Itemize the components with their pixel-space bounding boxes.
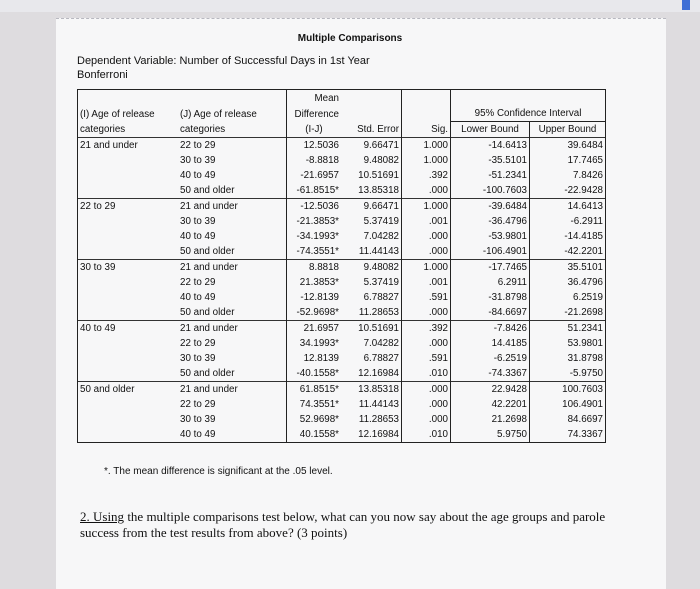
header-ci: 95% Confidence Interval [451,106,606,122]
j-age-group: 21 and under [178,321,287,337]
significance-footnote: *. The mean difference is significant at the .05 level. [104,466,333,477]
j-age-group: 40 to 49 [180,231,216,242]
j-age-group: 50 and older [180,368,235,379]
i-age-empty [78,168,179,183]
lower-bound: -51.2341 [451,168,530,183]
upper-bound: 14.6413 [530,199,606,215]
header-cell [178,90,287,107]
upper-bound: 100.7603 [530,382,606,398]
mean-difference: -21.6957 [287,168,342,183]
i-age-empty [78,336,179,351]
table-row [78,153,606,168]
upper-bound: 6.2519 [530,290,606,305]
table-row [78,366,606,382]
lower-bound: -36.4796 [451,214,530,229]
significance: .000 [402,336,451,351]
i-age-empty [78,153,179,168]
std-error: 6.78827 [363,292,399,303]
j-age-group: 22 to 29 [180,338,216,349]
std-error: 6.78827 [363,353,399,364]
header-std-error: Std. Error [357,124,399,135]
mean-difference: -21.3853* [287,214,342,229]
table-row [78,168,606,183]
j-age-group: 50 and older [180,307,235,318]
multiple-comparisons-table [77,89,606,443]
question-text [80,509,640,541]
header-cell [402,90,451,107]
i-age-empty [78,412,179,427]
significance: .591 [402,351,451,366]
std-error: 7.04282 [363,231,399,242]
std-error: 5.37419 [363,216,399,227]
table-row [78,382,606,398]
std-error: 12.16984 [358,368,399,379]
j-age-group: 30 to 39 [180,155,216,166]
table-row [78,412,606,427]
upper-bound: -22.9428 [530,183,606,199]
significance: .001 [402,214,451,229]
lower-bound: -7.8426 [451,321,530,337]
lower-bound: -84.6697 [451,305,530,321]
lower-bound: -14.6413 [451,138,530,154]
j-age-group: 22 to 29 [180,399,216,410]
table-row [78,305,606,321]
upper-bound: 106.4901 [530,397,606,412]
std-error: 5.37419 [363,277,399,288]
std-error: 9.66471 [341,138,402,154]
mean-difference: -61.8515* [287,183,342,199]
significance: .010 [402,366,451,382]
lower-bound: 21.2698 [451,412,530,427]
j-age-group: 21 and under [178,199,287,215]
top-strip [0,0,700,12]
mean-difference: 40.1558* [287,427,342,443]
upper-bound: -21.2698 [530,305,606,321]
i-age-group: 30 to 39 [78,260,179,276]
lower-bound: -35.5101 [451,153,530,168]
mean-difference: -12.8139 [287,290,342,305]
table-row [78,260,606,276]
header-cell [78,90,179,107]
significance: 1.000 [402,260,451,276]
lower-bound: -31.8798 [451,290,530,305]
mean-difference: -40.1558* [287,366,342,382]
upper-bound: 84.6697 [530,412,606,427]
i-age-empty [78,214,179,229]
mean-difference: -34.1993* [287,229,342,244]
mean-difference: -74.3551* [287,244,342,260]
mean-difference: 21.6957 [287,321,342,337]
upper-bound: 39.6484 [530,138,606,154]
lower-bound: 42.2201 [451,397,530,412]
std-error: 13.85318 [358,185,399,196]
upper-bound: 7.8426 [530,168,606,183]
upper-bound: 51.2341 [530,321,606,337]
lower-bound: 22.9428 [451,382,530,398]
lower-bound: -6.2519 [451,351,530,366]
mean-difference: 74.3551* [287,397,342,412]
mean-difference: -8.8818 [287,153,342,168]
mean-difference: -52.9698* [287,305,342,321]
upper-bound: -42.2201 [530,244,606,260]
upper-bound: -6.2911 [530,214,606,229]
std-error: 11.44143 [358,399,399,410]
significance: .000 [402,183,451,199]
table-title: Multiple Comparisons [297,33,403,44]
j-age-group: 30 to 39 [180,414,216,425]
header-j-categories: categories [180,124,226,135]
significance: 1.000 [402,138,451,154]
i-age-empty [78,183,179,199]
header-cell [402,106,451,122]
i-age-empty [78,366,179,382]
j-age-group: 30 to 39 [180,353,216,364]
j-age-group: 50 and older [180,246,235,257]
header-ci-spacer [451,90,606,107]
j-age-group: 30 to 39 [180,216,216,227]
mean-difference: 61.8515* [287,382,342,398]
mean-difference: 8.8818 [287,260,342,276]
lower-bound: -53.9801 [451,229,530,244]
header-sig: Sig. [402,122,451,138]
i-age-empty [78,427,179,443]
i-age-empty [78,229,179,244]
i-age-empty [78,305,179,321]
significance: 1.000 [402,199,451,215]
header-ij: (I-J) [287,122,342,138]
std-error: 9.66471 [341,199,402,215]
std-error: 9.48082 [363,155,399,166]
window-edge-marker [682,0,690,10]
std-error: 11.28653 [358,414,399,425]
upper-bound: 35.5101 [530,260,606,276]
upper-bound: 36.4796 [530,275,606,290]
header-row-3 [78,122,606,138]
header-j-age: (J) Age of release [180,108,257,120]
mean-difference: 34.1993* [287,336,342,351]
j-age-group: 50 and older [180,185,235,196]
i-age-empty [78,290,179,305]
std-error: 11.28653 [358,307,399,318]
table-row [78,183,606,199]
significance: .392 [402,321,451,337]
table-row [78,290,606,305]
lower-bound: 6.2911 [451,275,530,290]
question-body: the multiple comparisons test below, what can you now say about the age groups and parole success from the test results from above? (3 points) [80,509,606,540]
significance: .000 [402,397,451,412]
i-age-group: 22 to 29 [78,199,179,215]
significance: .591 [402,290,451,305]
upper-bound: 17.7465 [530,153,606,168]
lower-bound: -17.7465 [451,260,530,276]
mean-difference: 12.8139 [287,351,342,366]
lower-bound: -74.3367 [451,366,530,382]
std-error: 13.85318 [341,382,402,398]
i-age-empty [78,397,179,412]
dependent-variable-label: Dependent Variable: Number of Successful Days in 1st Year [77,55,370,67]
j-age-group: 40 to 49 [180,292,216,303]
i-age-group: 21 and under [78,138,179,154]
lower-bound: -100.7603 [451,183,530,199]
i-age-empty [78,244,179,260]
std-error: 11.44143 [358,246,399,257]
header-mean: Mean [287,90,342,107]
mean-difference: -12.5036 [287,199,342,215]
table-row [78,397,606,412]
table-row [78,351,606,366]
i-age-group: 40 to 49 [78,321,179,337]
table-row [78,138,606,154]
mean-difference: 52.9698* [287,412,342,427]
upper-bound: -5.9750 [530,366,606,382]
header-difference: Difference [287,106,342,122]
std-error: 10.51691 [341,321,402,337]
table-row [78,321,606,337]
lower-bound: 14.4185 [451,336,530,351]
significance: .010 [402,427,451,443]
header-i-age: (I) Age of release [78,106,179,122]
std-error: 7.04282 [363,338,399,349]
significance: .392 [402,168,451,183]
j-age-group: 21 and under [178,382,287,398]
header-upper: Upper Bound [530,122,606,138]
method-label: Bonferroni [77,69,128,81]
header-cell [341,90,402,107]
header-row-2 [78,106,606,122]
table-row [78,275,606,290]
table-row [78,199,606,215]
i-age-empty [78,275,179,290]
significance: 1.000 [402,153,451,168]
i-age-group: 50 and older [78,382,179,398]
std-error: 10.51691 [358,170,399,181]
table-row [78,427,606,443]
std-error: 9.48082 [341,260,402,276]
upper-bound: 31.8798 [530,351,606,366]
upper-bound: -14.4185 [530,229,606,244]
header-cell [341,106,402,122]
header-row-1 [78,90,606,107]
lower-bound: -39.6484 [451,199,530,215]
significance: .000 [402,382,451,398]
table-row [78,214,606,229]
header-lower: Lower Bound [451,122,530,138]
table-row [78,336,606,351]
mean-difference: 21.3853* [287,275,342,290]
table-row [78,229,606,244]
significance: .000 [402,305,451,321]
significance: .001 [402,275,451,290]
significance: .000 [402,229,451,244]
question-number: 2. Using [80,509,125,524]
lower-bound: -106.4901 [451,244,530,260]
significance: .000 [402,244,451,260]
j-age-group: 22 to 29 [178,138,287,154]
j-age-group: 21 and under [178,260,287,276]
std-error: 12.16984 [341,427,402,443]
upper-bound: 53.9801 [530,336,606,351]
j-age-group: 40 to 49 [178,427,287,443]
j-age-group: 22 to 29 [180,277,216,288]
i-age-empty [78,351,179,366]
table-row [78,244,606,260]
j-age-group: 40 to 49 [180,170,216,181]
header-i-categories: categories [78,122,179,138]
lower-bound: 5.9750 [451,427,530,443]
upper-bound: 74.3367 [530,427,606,443]
mean-difference: 12.5036 [287,138,342,154]
significance: .000 [402,412,451,427]
